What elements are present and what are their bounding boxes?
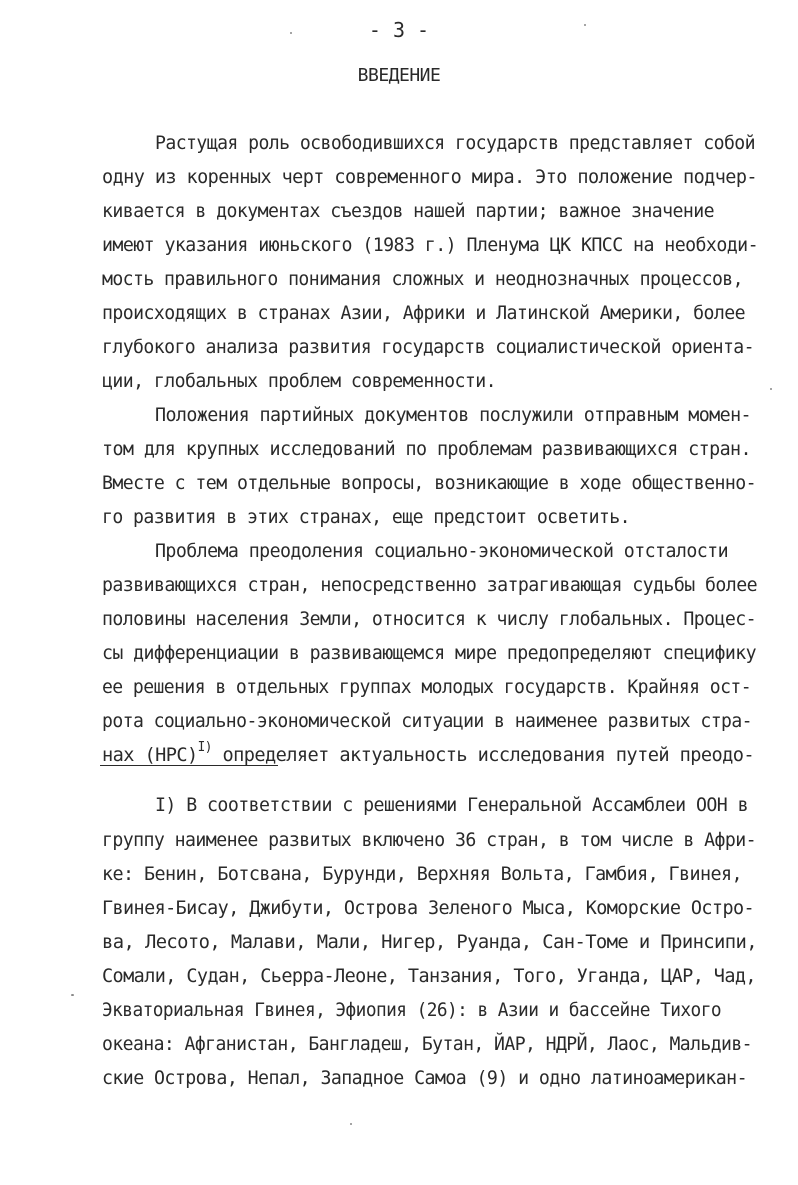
footnote-line: группу наименее развитых включено 36 стран, в том числе в Афри- bbox=[102, 829, 756, 851]
footnote-line: океана: Афганистан, Бангладеш, Бутан, ЙАР, НДРЙ, Лаос, Мальдив- bbox=[102, 1033, 752, 1055]
text-fragment: нах (НРС) bbox=[102, 744, 198, 766]
text-line: го развития в этих странах, еще предстоит осветить. bbox=[102, 506, 630, 528]
text-line: развивающихся стран, непосредственно затрагивающая судьбы более bbox=[102, 574, 757, 596]
text-line: Растущая роль освободившихся государств представляет собой bbox=[155, 132, 755, 154]
footnote-line: ва, Лесото, Малави, Мали, Нигер, Руанда, Сан-Томе и Принсипи, bbox=[102, 931, 757, 953]
footnote-line: Гвинея-Бисау, Джибути, Острова Зеленого Мыса, Коморские Остро- bbox=[102, 897, 754, 919]
page-number: - 3 - bbox=[368, 18, 430, 42]
footnote-line: ке: Бенин, Ботсвана, Бурунди, Верхняя Вольта, Гамбия, Гвинея, bbox=[102, 863, 742, 885]
text-line: рота социально-экономической ситуации в наименее развитых стра- bbox=[102, 710, 752, 732]
text-line: Положения партийных документов послужили отправным момен- bbox=[155, 404, 751, 426]
text-line: половины населения Земли, относится к числу глобальных. Процес- bbox=[102, 608, 756, 630]
footnote-line: Сомали, Судан, Сьерра-Леоне, Танзания, Того, Уганда, ЦАР, Чад, bbox=[102, 965, 756, 987]
footnote-line: I) В соответствии с решениями Генеральной Ассамблеи ООН в bbox=[155, 794, 748, 816]
text-line: сы дифференциации в развивающемся мире предопределяют специфику bbox=[102, 642, 756, 664]
text-line: имеют указания июньского (1983 г.) Пленума ЦК КПСС на необходи- bbox=[102, 234, 758, 256]
text-line: кивается в документах съездов нашей партии; важное значение bbox=[102, 200, 714, 222]
text-line: одну из коренных черт современного мира. Это положение подчер- bbox=[102, 166, 757, 188]
footnote-line: Экваториальная Гвинея, Эфиопия (26): в Азии и бассейне Тихого bbox=[102, 999, 721, 1021]
text-line: том для крупных исследований по проблемам развивающихся стран. bbox=[102, 438, 751, 460]
text-line: Проблема преодоления социально-экономической отсталости bbox=[155, 540, 728, 562]
text-line: ее решения в отдельных группах молодых государств. Крайняя ост- bbox=[102, 676, 751, 698]
footnote-divider bbox=[100, 765, 278, 766]
text-line: мость правильного понимания сложных и неоднозначных процессов, bbox=[102, 268, 743, 290]
text-line: ции, глобальных проблем современности. bbox=[102, 370, 496, 392]
text-line-with-footnote-ref bbox=[102, 739, 754, 767]
footnote-line: ские Острова, Непал, Западное Самоа (9) и одно латиноамерикан- bbox=[102, 1067, 747, 1089]
text-line: глубокого анализа развития государств социалистической ориента- bbox=[102, 336, 754, 358]
footnote-reference: I) bbox=[197, 739, 212, 755]
text-fragment: определяет актуальность исследования путей преодо- bbox=[211, 744, 754, 766]
section-title: ВВЕДЕНИЕ bbox=[357, 65, 441, 86]
text-line: происходящих в странах Азии, Африки и Латинской Америки, более bbox=[102, 302, 745, 324]
text-line: Вместе с тем отдельные вопросы, возникающие в ходе общественно- bbox=[102, 472, 756, 494]
